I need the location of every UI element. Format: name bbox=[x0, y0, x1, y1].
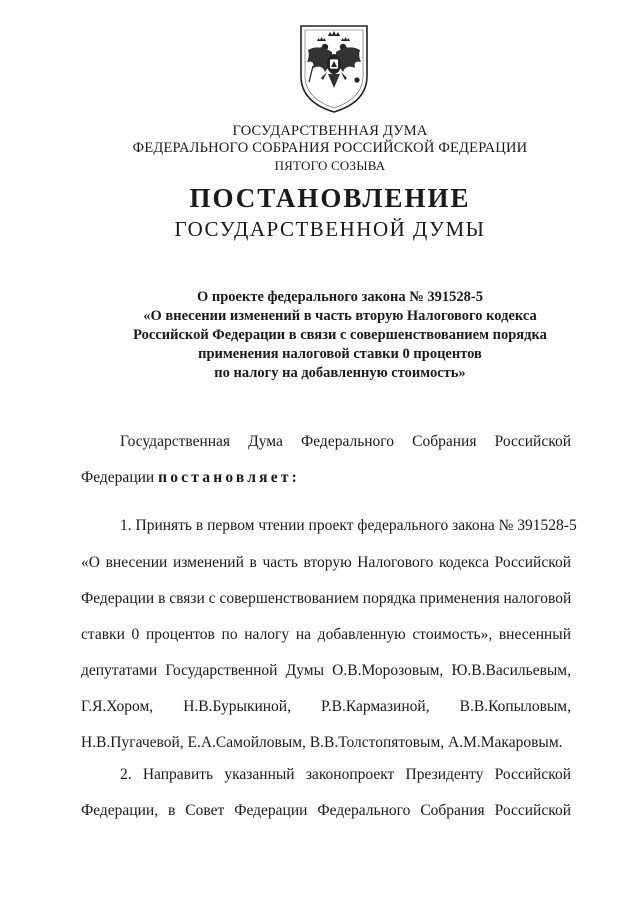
paragraph-1-line: Федерации в связи с совершенствованием порядка применения налоговой bbox=[81, 590, 572, 607]
paragraph-1-line: Г.Я.Хором, Н.В.Бурыкиной, Р.В.Кармазиной, В.В.Копыловым, bbox=[81, 698, 571, 715]
paragraph-2-line: Федерации, в Совет Федерации Федерального Собрания Российской bbox=[81, 802, 571, 819]
title-line: по налогу на добавленную стоимость» bbox=[214, 365, 466, 381]
title-line: О проекте федерального закона № 391528-5 bbox=[196, 289, 484, 305]
resolution-title bbox=[100, 288, 580, 383]
paragraph-1-line: «О внесении изменений в часть вторую Налогового кодекса Российской bbox=[81, 554, 571, 571]
document-subtitle: ГОСУДАРСТВЕННОЙ ДУМЫ bbox=[174, 217, 486, 241]
title-line: применения налоговой ставки 0 процентов bbox=[198, 346, 482, 362]
decree-word: постановляет: bbox=[158, 469, 300, 486]
header-line-convocation: ПЯТОГО СОЗЫВА bbox=[274, 158, 386, 173]
paragraph-2-line: 2. Направить указанный законопроект Президенту Российской bbox=[120, 766, 571, 783]
title-line: Российской Федерации в связи с совершенствованием порядка bbox=[133, 327, 547, 343]
title-line: «О внесении изменений в часть вторую Налогового кодекса bbox=[143, 308, 537, 324]
intro-line-decree bbox=[81, 469, 571, 487]
document-type: ПОСТАНОВЛЕНИЕ bbox=[189, 183, 471, 213]
paragraph-1-line: депутатами Государственной Думы О.В.Морозовым, Ю.В.Васильевым, bbox=[81, 662, 571, 679]
paragraph-1-line: ставки 0 процентов по налогу на добавленную стоимость», внесенный bbox=[81, 626, 571, 643]
header-line-assembly: ФЕДЕРАЛЬНОГО СОБРАНИЯ РОССИЙСКОЙ ФЕДЕРАЦИИ bbox=[132, 140, 528, 156]
intro-line: Государственная Дума Федерального Собрания Российской bbox=[120, 433, 571, 450]
paragraph-1-line: 1. Принять в первом чтении проект федерального закона № 391528-5 bbox=[120, 517, 577, 534]
intro-text: Федерации bbox=[81, 469, 159, 486]
state-emblem-icon bbox=[295, 22, 373, 116]
paragraph-1-line: Н.В.Пугачевой, Е.А.Самойловым, В.В.Толстопятовым, А.М.Макаровым. bbox=[81, 734, 563, 751]
header-line-duma: ГОСУДАРСТВЕННАЯ ДУМА bbox=[232, 123, 428, 139]
